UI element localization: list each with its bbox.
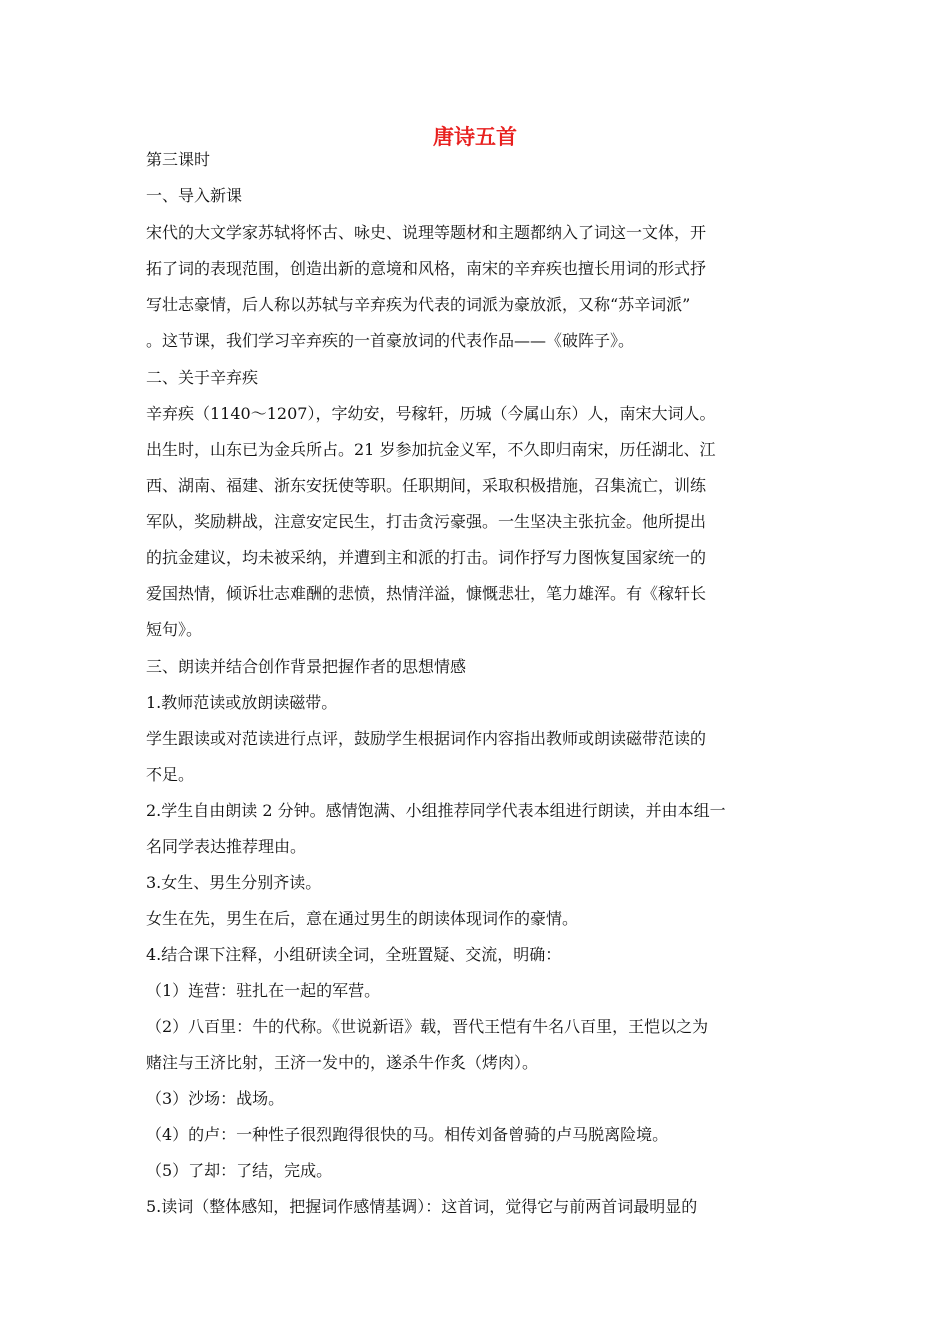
paragraph-line: 名同学表达推荐理由。 xyxy=(146,837,307,856)
section-heading-reading: 三、朗读并结合创作背景把握作者的思想情感 xyxy=(146,657,467,676)
paragraph-line: 女生在先，男生在后，意在通过男生的朗读体现词作的豪情。 xyxy=(146,909,579,928)
paragraph-line: 拓了词的表现范围，创造出新的意境和风格，南宋的辛弃疾也擅长用词的形式抒 xyxy=(146,259,707,278)
paragraph-line: 辛弃疾（1140～1207），字幼安，号稼轩，历城（今属山东）人，南宋大词人。 xyxy=(146,404,716,423)
paragraph-line: 出生时，山东已为金兵所占。21 岁参加抗金义军，不久即归南宋，历任湖北、江 xyxy=(146,440,716,459)
annotation-item: （3）沙场：战场。 xyxy=(146,1089,285,1108)
annotation-item: （5）了却：了结，完成。 xyxy=(146,1161,333,1180)
paragraph-line: 的抗金建议，均未被采纳，并遭到主和派的打击。词作抒写力图恢复国家统一的 xyxy=(146,548,707,567)
section-heading-author: 二、关于辛弃疾 xyxy=(146,368,259,387)
list-item: 5.读词（整体感知，把握词作感情基调）：这首词，觉得它与前两首词最明显的 xyxy=(146,1197,698,1216)
paragraph-line: 不足。 xyxy=(146,765,195,784)
paragraph-line: 短句》。 xyxy=(146,620,203,639)
annotation-item: （2）八百里：牛的代称。《世说新语》载，晋代王恺有牛名八百里，王恺以之为 xyxy=(146,1017,709,1036)
lesson-period: 第三课时 xyxy=(146,150,211,169)
list-item: 4.结合课下注释，小组研读全词，全班置疑、交流，明确： xyxy=(146,945,562,964)
paragraph-line: 爱国热情，倾诉壮志难酬的悲愤，热情洋溢，慷慨悲壮，笔力雄浑。有《稼轩长 xyxy=(146,584,707,603)
annotation-item: （4）的卢：一种性子很烈跑得很快的马。相传刘备曾骑的卢马脱离险境。 xyxy=(146,1125,669,1144)
section-heading-intro: 一、导入新课 xyxy=(146,186,243,205)
paragraph-line: 军队，奖励耕战，注意安定民生，打击贪污豪强。一生坚决主张抗金。他所提出 xyxy=(146,512,707,531)
list-item: 1.教师范读或放朗读磁带。 xyxy=(146,693,338,712)
annotation-item: （1）连营：驻扎在一起的军营。 xyxy=(146,981,381,1000)
list-item: 3.女生、男生分别齐读。 xyxy=(146,873,322,892)
paragraph-line: 学生跟读或对范读进行点评，鼓励学生根据词作内容指出教师或朗读磁带范读的 xyxy=(146,729,707,748)
paragraph-line: 写壮志豪情，后人称以苏轼与辛弃疾为代表的词派为豪放派，又称“苏辛词派” xyxy=(146,295,691,314)
document-title: 唐诗五首 xyxy=(433,125,517,149)
paragraph-line: 赌注与王济比射，王济一发中的，遂杀牛作炙（烤肉）。 xyxy=(146,1053,539,1072)
paragraph-line: 西、湖南、福建、浙东安抚使等职。任职期间，采取积极措施，召集流亡，训练 xyxy=(146,476,707,495)
paragraph-line: 。这节课，我们学习辛弃疾的一首豪放词的代表作品——《破阵子》。 xyxy=(146,331,635,350)
paragraph-line: 宋代的大文学家苏轼将怀古、咏史、说理等题材和主题都纳入了词这一文体，开 xyxy=(146,223,707,242)
list-item: 2.学生自由朗读 2 分钟。感情饱满、小组推荐同学代表本组进行朗读，并由本组一 xyxy=(146,801,726,820)
